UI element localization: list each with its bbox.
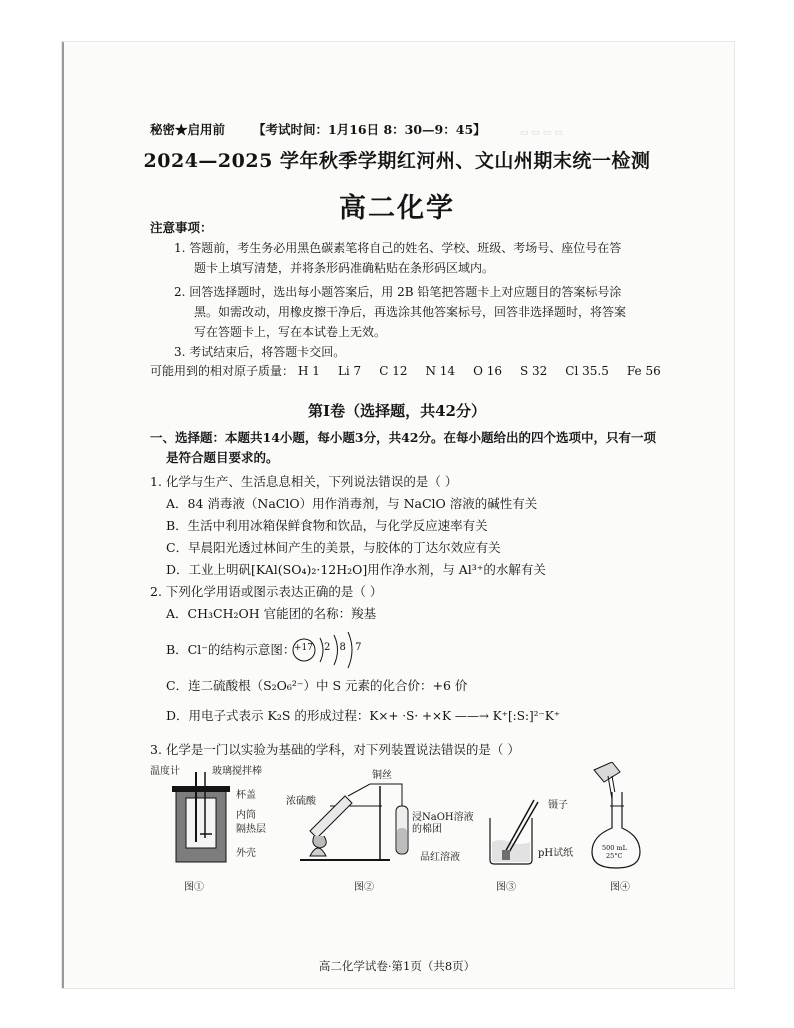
notice-item: 黑。如需改动，用橡皮擦干净后，再选涂其他答案标号，回答非选择题时，将答案 <box>194 305 627 319</box>
mass-item: C 12 <box>379 364 408 378</box>
section-instructions: 一、选择题：本题共14小题，每小题3分，共42分。在每小题给出的四个选项中，只有一项 <box>150 430 656 445</box>
label-tweezers: 镊子 <box>548 800 568 811</box>
notice-item: 写在答题卡上，写在本试卷上无效。 <box>194 325 387 339</box>
ph-test-icon <box>484 798 544 868</box>
label-thermometer: 温度计 <box>150 766 180 777</box>
chloride-ion-diagram <box>290 630 370 670</box>
mass-item: S 32 <box>519 364 548 378</box>
part-title: 第Ⅰ卷（选择题，共42分） <box>308 402 486 420</box>
mass-item: Fe 56 <box>626 364 661 378</box>
label-inner-cup: 内筒 <box>236 810 256 821</box>
notice-item: 1. 答题前，考生务必用黑色碳素笔将自己的姓名、学校、班级、考场号、座位号在答 <box>174 241 622 255</box>
header-line <box>150 120 486 138</box>
figure-2-caption: 图② <box>354 882 374 893</box>
question-1-option-b: B．生活中利用冰箱保鲜食物和饮品，与化学反应速率有关 <box>166 518 488 533</box>
option-b-text: B．Cl⁻的结构示意图： <box>166 642 296 657</box>
figure-1-caption: 图① <box>184 882 204 893</box>
question-2-option-d <box>166 706 560 726</box>
label-copper-wire: 铜丝 <box>372 770 392 781</box>
option-d-text: D．用电子式表示 K₂S 的形成过程： <box>166 708 370 723</box>
calorimeter-icon <box>172 772 232 867</box>
question-2-option-a: A．CH₃CH₂OH 官能团的名称：羧基 <box>166 606 377 621</box>
mass-item: Cl 35.5 <box>565 364 609 378</box>
label-flask-volume: 500 mL <box>602 844 627 852</box>
question-3-stem: 3. 化学是一门以实验为基础的学科，对下列装置说法错误的是（ ） <box>150 742 520 757</box>
exam-title: 2024—2025 学年秋季学期红河州、文山州期末统一检测 <box>143 150 651 172</box>
label-insulation: 隔热层 <box>236 824 266 835</box>
question-2-option-b <box>166 640 295 660</box>
notice-item: 3. 考试结束后，将答题卡交回。 <box>174 345 346 359</box>
question-1-stem: 1. 化学与生产、生活息息相关，下列说法错误的是（ ） <box>150 474 458 489</box>
figure-3-caption: 图③ <box>496 882 516 893</box>
question-1-option-d: D．工业上明矾[KAl(SO₄)₂·12H₂O]用作净水剂，与 Al³⁺的水解有关 <box>166 562 546 577</box>
label-flask-temperature: 25°C <box>606 852 623 860</box>
paper-edge <box>62 42 64 988</box>
apparatus-figures <box>150 762 650 892</box>
bleed-through: ▭ ▭ ▭ ▭ <box>520 128 563 138</box>
notice-item: 题卡上填写清楚，并将条形码准确粘贴在条形码区域内。 <box>194 261 495 275</box>
label-lid: 杯盖 <box>236 790 256 801</box>
masses-label: 可能用到的相对原子质量： <box>150 364 295 378</box>
label-ph-paper: pH试纸 <box>538 848 574 859</box>
page-footer: 高二化学试卷·第1页（共8页） <box>318 959 476 973</box>
secret-mark: 秘密★启用前 <box>150 122 226 137</box>
label-stirrer: 玻璃搅拌棒 <box>212 766 262 777</box>
subject-title: 高二化学 <box>339 193 455 224</box>
notice-item: 2. 回答选择题时，选出每小题答案后，用 2B 铅笔把答题卡上对应题目的答案标号涂 <box>174 285 622 299</box>
mass-item: H 1 <box>298 364 320 378</box>
label-naoh-cotton: 浸NaOH溶液的棉团 <box>412 812 474 835</box>
mass-item: N 14 <box>425 364 456 378</box>
atomic-masses <box>150 362 679 379</box>
electron-shells: 2 8 7 <box>324 642 362 653</box>
question-2-stem: 2. 下列化学用语或图示表达正确的是（ ） <box>150 584 383 599</box>
electron-formula: K×+ ·S· +×K ——→ K⁺[:S:]²⁻K⁺ <box>369 709 561 723</box>
label-shell: 外壳 <box>236 848 256 859</box>
figure-4-caption: 图④ <box>610 882 630 893</box>
section-instructions: 是符合题目要求的。 <box>166 450 279 465</box>
mass-item: O 16 <box>473 364 502 378</box>
question-1-option-a: A．84 消毒液（NaClO）用作消毒剂，与 NaClO 溶液的碱性有关 <box>166 496 538 511</box>
reaction-apparatus-icon <box>290 776 420 866</box>
notice-heading: 注意事项： <box>150 220 213 235</box>
label-magenta-solution: 品红溶液 <box>420 852 460 863</box>
exam-time: 【考试时间：1月16日 8：30—9：45】 <box>253 122 486 137</box>
label-conc-sulfuric-acid: 浓硫酸 <box>286 796 316 807</box>
mass-item: Li 7 <box>337 364 362 378</box>
question-1-option-c: C．早晨阳光透过林间产生的美景，与胶体的丁达尔效应有关 <box>166 540 501 555</box>
nucleus-charge: +17 <box>294 643 313 653</box>
question-2-option-c: C．连二硫酸根（S₂O₆²⁻）中 S 元素的化合价：+6 价 <box>166 678 468 693</box>
